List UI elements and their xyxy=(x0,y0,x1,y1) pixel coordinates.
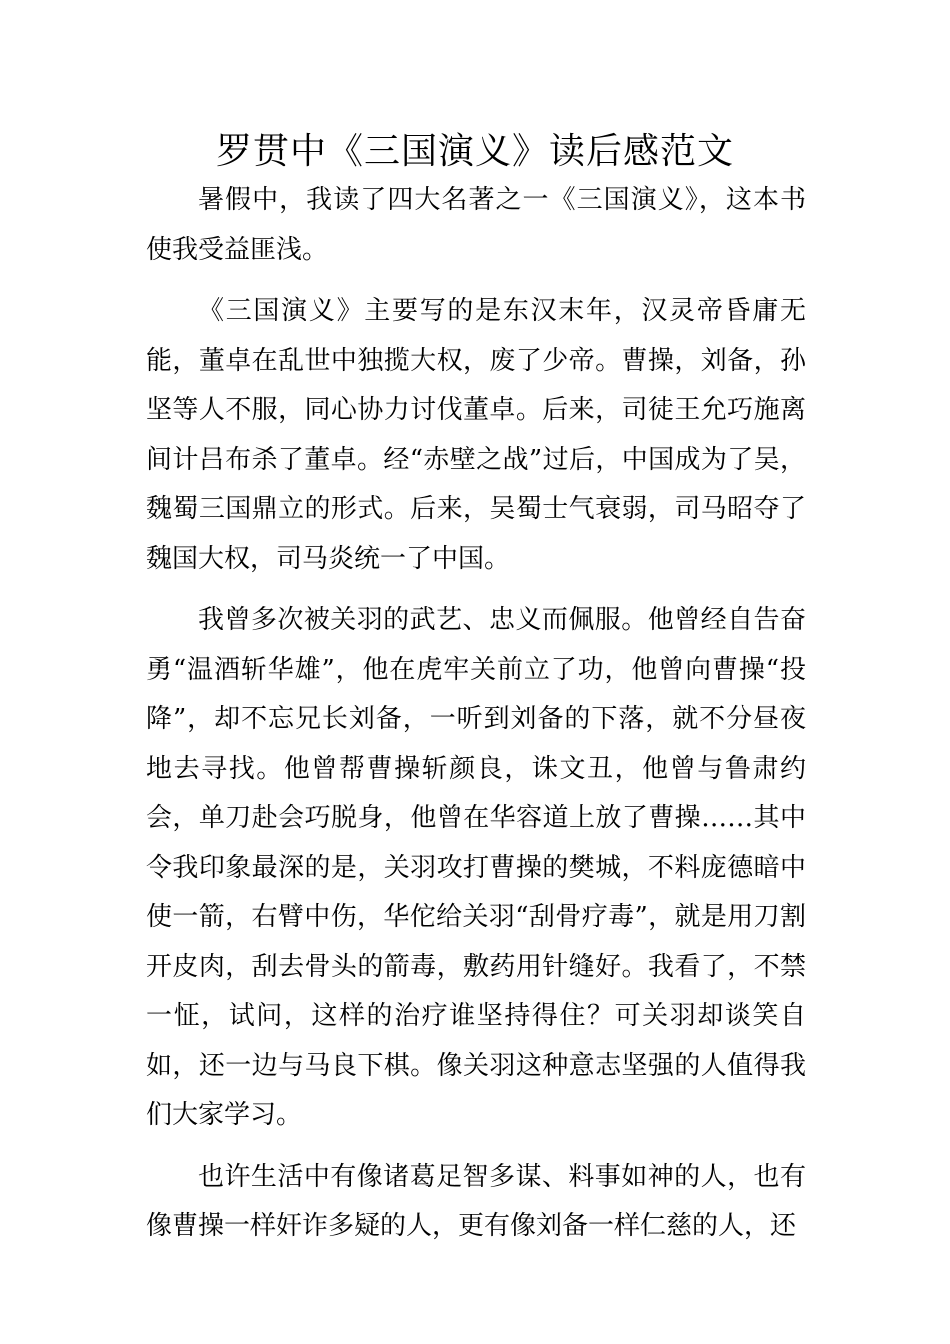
document-body xyxy=(146,176,806,1252)
document-title: 罗贯中《三国演义》读后感范文 xyxy=(215,131,734,172)
paragraph-3: 我曾多次被关羽的武艺、忠义而佩服。他曾经自告奋勇“温酒斩华雄”，他在虎牢关前立了功，他曾向曹操“投降”，却不忘兄长刘备，一听到刘备的下落，就不分昼夜地去寻找。他曾帮曹操斩颜良，诛文丑，他曾与鲁肃约会，单刀赴会巧脱身，他曾在华容道上放了曹操……其中令我印象最深的是，关羽攻打曹操的樊城，不料庞德暗中使一箭，右臂中伤，华佗给关羽“刮骨疗毒”，就是用刀割开皮肉，刮去骨头的箭毒，敷药用针缝好。我看了，不禁一怔，试问，这样的治疗谁坚持得住？可关羽却谈笑自如，还一边与马良下棋。像关羽这种意志坚强的人值得我们大家学习。 xyxy=(146,605,806,1130)
paragraph-4: 也许生活中有像诸葛足智多谋、料事如神的人，也有像曹操一样奸诈多疑的人，更有像刘备一样仁慈的人，还 xyxy=(146,1161,806,1241)
paragraph-1: 暑假中，我读了四大名著之一《三国演义》，这本书使我受益匪浅。 xyxy=(146,185,806,265)
paragraph-2: 《三国演义》主要写的是东汉末年，汉灵帝昏庸无能，董卓在乱世中独揽大权，废了少帝。曹操，刘备，孙坚等人不服，同心协力讨伐董卓。后来，司徒王允巧施离间计吕布杀了董卓。经“赤壁之战”过后，中国成为了吴，魏蜀三国鼎立的形式。后来，吴蜀士气衰弱，司马昭夺了魏国大权，司马炎统一了中国。 xyxy=(146,296,806,574)
